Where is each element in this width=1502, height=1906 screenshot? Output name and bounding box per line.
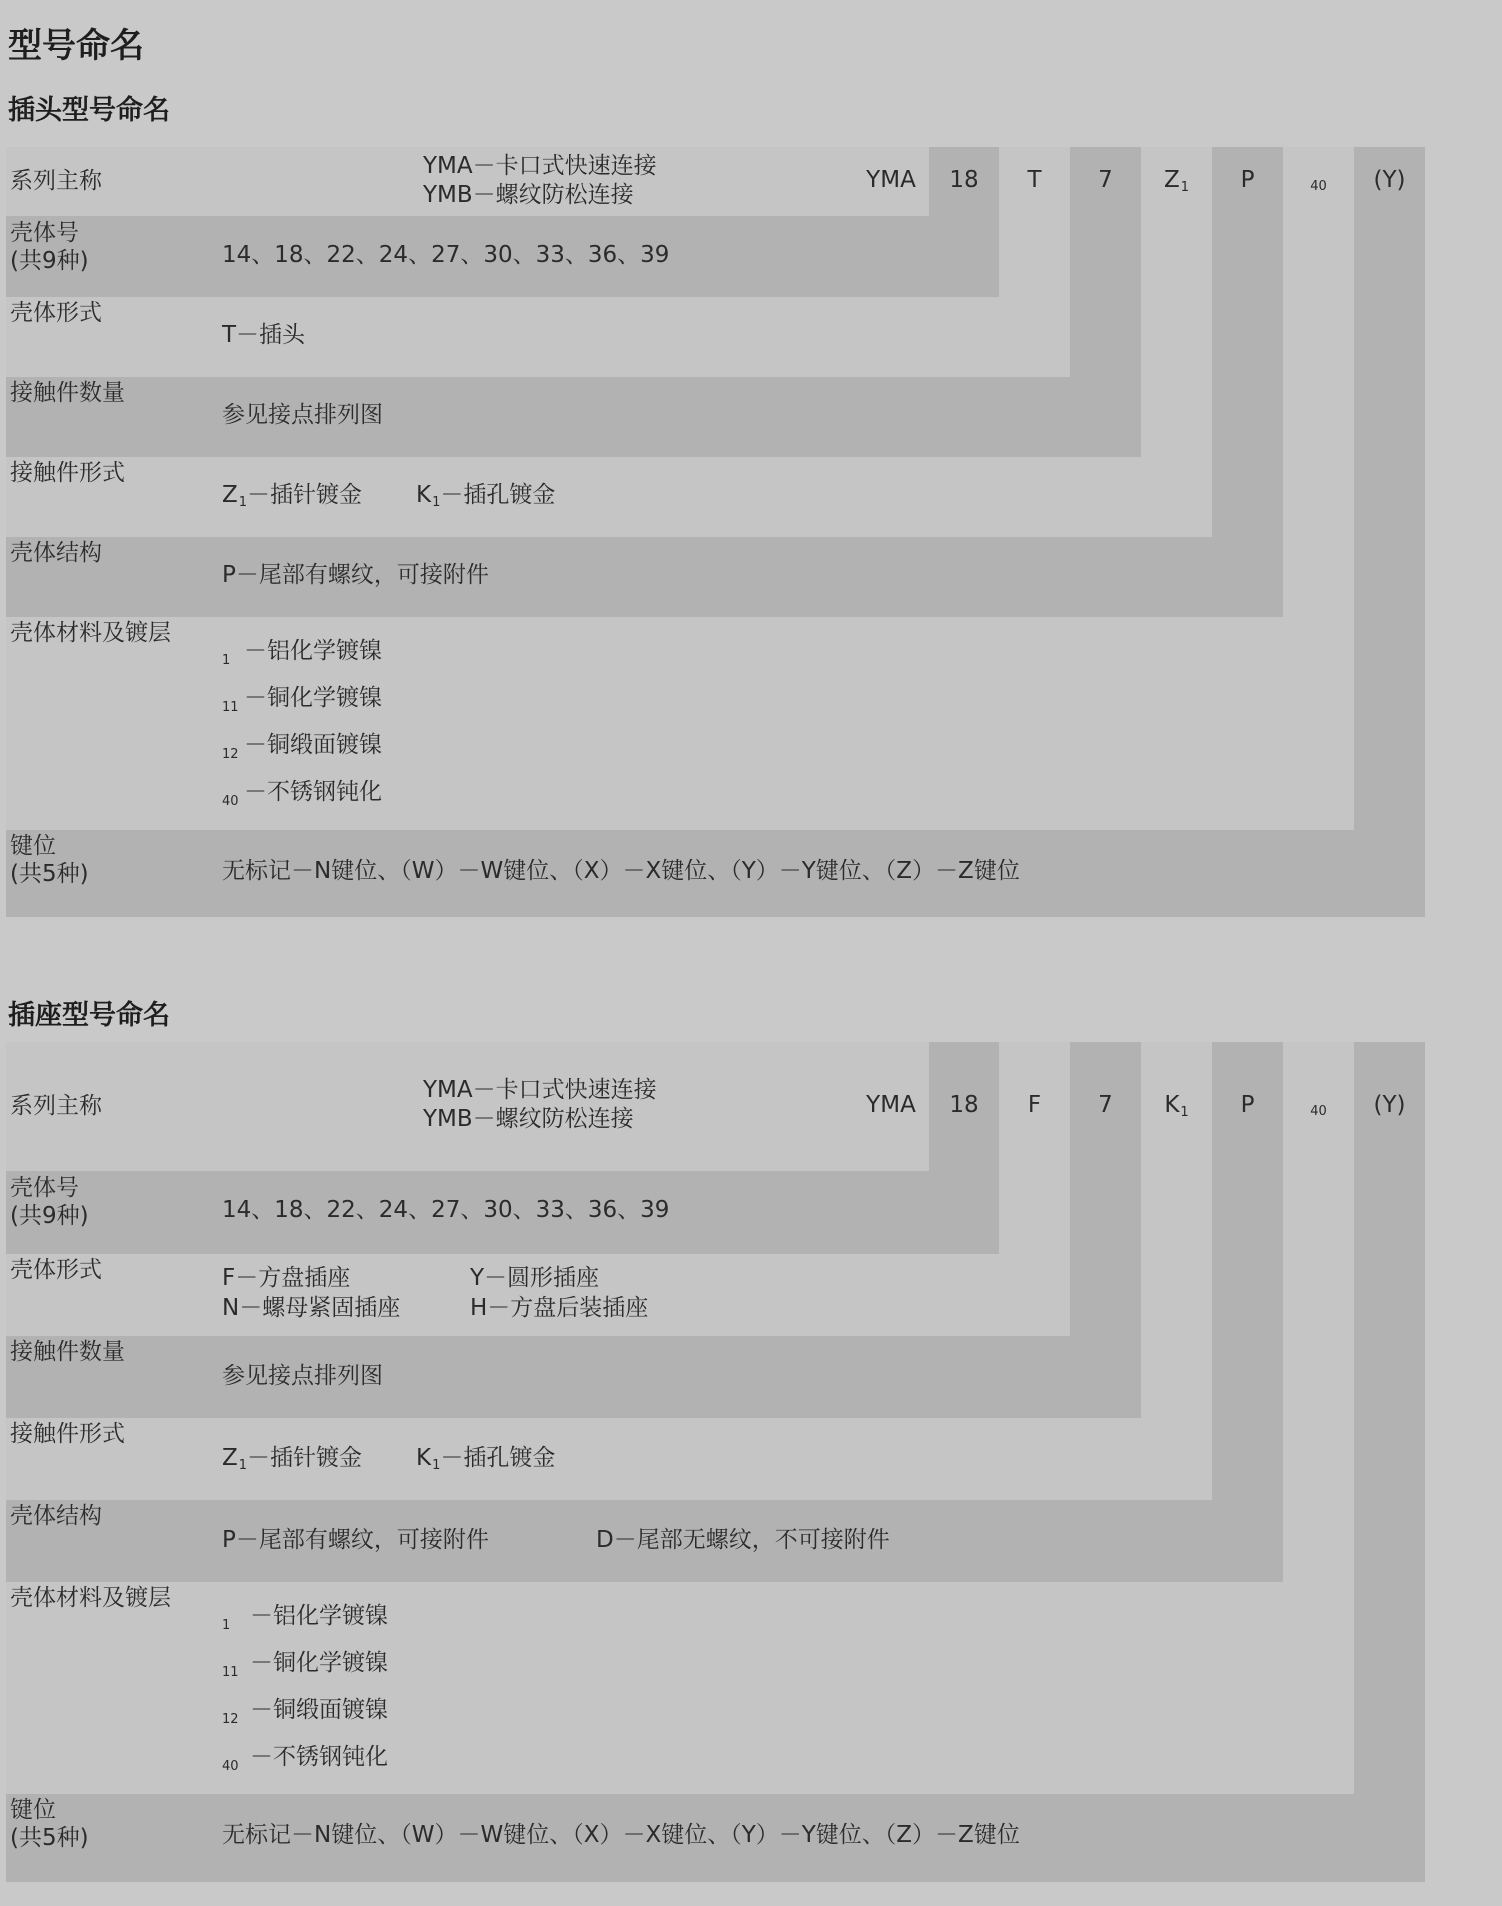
plug-shell-no-count: (共9种)	[10, 248, 89, 274]
plug-code-material: 40	[1310, 179, 1327, 194]
socket-contact-form-socket: $K_1-$插孔镀金	[416, 1445, 556, 1473]
socket-shell-no-value: 14、18、22、24、27、30、33、36、39	[222, 1197, 670, 1223]
plug-contact-qty-label: 接触件数量	[10, 380, 125, 406]
socket-naming-table	[6, 1042, 1425, 1882]
socket-material-item: 12 －铜缎面镀镍	[222, 1697, 388, 1727]
plug-shell-struct-label: 壳体结构	[10, 540, 102, 566]
plug-key-count: (共5种)	[10, 861, 89, 887]
socket-code-material: 40	[1310, 1104, 1327, 1119]
plug-material-item: 1 －铝化学镀镍	[222, 638, 382, 668]
plug-key-value: 无标记－N键位、（W）－W键位、（X）－X键位、（Y）－Y键位、（Z）－Z键位	[222, 858, 1020, 884]
plug-naming-table	[6, 147, 1425, 917]
socket-contact-qty-label: 接触件数量	[10, 1339, 125, 1365]
plug-contact-form-socket: $K_1-$插孔镀金	[416, 482, 556, 510]
socket-shell-form-h: H－方盘后装插座	[470, 1295, 649, 1321]
socket-series-label: 系列主称	[10, 1093, 102, 1119]
socket-shell-form-label: 壳体形式	[10, 1257, 102, 1283]
socket-shell-struct-p: P－尾部有螺纹，可接附件	[222, 1527, 489, 1553]
plug-code-contact-form: $Z_1$	[1163, 167, 1190, 195]
plug-shell-no-value: 14、18、22、24、27、30、33、36、39	[222, 242, 670, 268]
plug-code-shell-struct: P	[1240, 167, 1255, 193]
plug-material-label: 壳体材料及镀层	[10, 620, 171, 646]
plug-series-yma: YMA－卡口式快速连接	[423, 153, 657, 179]
plug-code-shell-no: 18	[949, 167, 979, 193]
plug-code-series: YMA	[866, 167, 916, 193]
socket-material-item: 40 －不锈钢钝化	[222, 1744, 388, 1774]
socket-material-item: 1 －铝化学镀镍	[222, 1603, 388, 1633]
socket-code-key: (Y)	[1373, 1092, 1406, 1118]
plug-code-contact-qty: 7	[1098, 167, 1113, 193]
socket-code-series: YMA	[866, 1092, 916, 1118]
socket-key-count: (共5种)	[10, 1825, 89, 1851]
plug-shell-no-label: 壳体号	[10, 220, 79, 246]
socket-shell-form-n: N－螺母紧固插座	[222, 1295, 401, 1321]
socket-shell-no-label: 壳体号	[10, 1175, 79, 1201]
plug-shell-form-value: T－插头	[222, 322, 306, 348]
plug-contact-form-label: 接触件形式	[10, 460, 125, 486]
plug-material-item: 12 －铜缎面镀镍	[222, 732, 382, 762]
socket-contact-form-label: 接触件形式	[10, 1421, 125, 1447]
socket-code-shell-struct: P	[1240, 1092, 1255, 1118]
socket-shell-form-f: F－方盘插座	[222, 1265, 351, 1291]
socket-code-shell-no: 18	[949, 1092, 979, 1118]
socket-heading: 插座型号命名	[8, 1000, 170, 1031]
plug-contact-form-pin: $Z_1-$插针镀金	[222, 482, 363, 510]
socket-code-contact-qty: 7	[1098, 1092, 1113, 1118]
plug-material-item: 11 －铜化学镀镍	[222, 685, 382, 715]
socket-key-label: 键位	[10, 1797, 56, 1823]
socket-contact-qty-value: 参见接点排列图	[222, 1363, 383, 1389]
socket-shell-struct-d: D－尾部无螺纹，不可接附件	[596, 1527, 890, 1553]
plug-contact-qty-value: 参见接点排列图	[222, 402, 383, 428]
socket-material-label: 壳体材料及镀层	[10, 1585, 171, 1611]
socket-shell-form-y: Y－圆形插座	[470, 1265, 600, 1291]
socket-contact-form-pin: $Z_1-$插针镀金	[222, 1445, 363, 1473]
socket-series-yma: YMA－卡口式快速连接	[423, 1077, 657, 1103]
plug-heading: 插头型号命名	[8, 95, 170, 126]
plug-series-label: 系列主称	[10, 168, 102, 194]
socket-series-ymb: YMB－螺纹防松连接	[423, 1106, 634, 1132]
socket-shell-struct-label: 壳体结构	[10, 1503, 102, 1529]
plug-code-key: (Y)	[1373, 167, 1406, 193]
plug-series-ymb: YMB－螺纹防松连接	[423, 182, 634, 208]
socket-key-value: 无标记－N键位、（W）－W键位、（X）－X键位、（Y）－Y键位、（Z）－Z键位	[222, 1822, 1020, 1848]
plug-shell-form-label: 壳体形式	[10, 300, 102, 326]
socket-code-contact-form: $K_1$	[1164, 1092, 1189, 1120]
socket-code-shell-form: F	[1027, 1092, 1042, 1118]
plug-key-label: 键位	[10, 833, 56, 859]
page-title: 型号命名	[8, 26, 144, 66]
plug-code-shell-form: T	[1027, 167, 1042, 193]
socket-shell-no-count: (共9种)	[10, 1203, 89, 1229]
plug-material-item: 40 －不锈钢钝化	[222, 779, 382, 809]
socket-material-item: 11 －铜化学镀镍	[222, 1650, 388, 1680]
plug-shell-struct-value: P－尾部有螺纹，可接附件	[222, 562, 489, 588]
